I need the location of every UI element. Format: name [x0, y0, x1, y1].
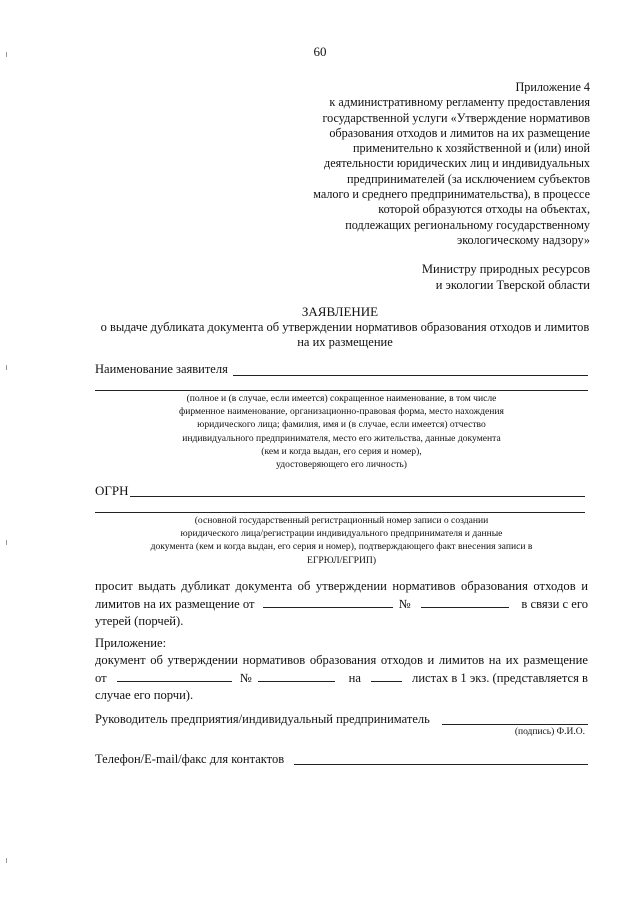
annex-line: подлежащих региональному государственному — [345, 217, 590, 232]
annex-line: предпринимателей (за исключением субъектов — [347, 171, 590, 186]
annex-line: к административному регламенту предоставления — [329, 95, 590, 110]
ogrn-field[interactable] — [130, 496, 585, 497]
request-from-label: лимитов на их размещение от — [95, 597, 255, 611]
ogrn-field-line2[interactable] — [95, 512, 585, 513]
note-line: (кем и когда выдан, его серия и номер), — [261, 445, 422, 457]
signature-caption: (подпись) Ф.И.О. — [514, 727, 585, 737]
signature-field[interactable] — [442, 724, 588, 725]
note-line: (основной государственный регистрационный номер записи о создании — [194, 515, 489, 526]
request-paragraph — [95, 578, 588, 630]
note-line: индивидуального предпринимателя, место его жительства, данные документа — [182, 432, 501, 444]
addressee-line: Министру природных ресурсов — [421, 262, 590, 276]
request-number-label: № — [398, 597, 411, 611]
applicant-name-field[interactable] — [233, 375, 588, 376]
attachment-line-1: документ об утверждении нормативов образования отходов и лимитов на их размещение — [95, 653, 588, 667]
scan-mark — [6, 365, 7, 370]
request-line-3: утерей (порчей). — [95, 614, 184, 628]
attachment-from-label: от — [95, 671, 107, 685]
request-date-field[interactable] — [263, 595, 393, 608]
scan-mark — [6, 52, 7, 57]
note-line: документа (кем и когда выдан, его серия и номер), подтверждающего факт внесения записи в — [150, 541, 533, 553]
applicant-name-field-line2[interactable] — [95, 390, 588, 391]
attachment-line-2 — [95, 669, 588, 687]
addressee-block — [330, 262, 590, 293]
attachment-block — [95, 635, 588, 704]
annex-line: малого и среднего предпринимательства), в процессе — [313, 187, 590, 202]
request-number-field[interactable] — [421, 595, 510, 608]
annex-line: применительно к хозяйственной и (или) иной — [352, 141, 590, 156]
attachment-heading: Приложение: — [95, 636, 167, 650]
scan-mark — [6, 858, 7, 863]
document-subtitle: о выдаче дубликата документа об утверждении нормативов образования отходов и лимитов на их размещение — [100, 320, 590, 349]
annex-block — [260, 80, 590, 248]
document-title: ЗАЯВЛЕНИЕ — [301, 304, 379, 319]
annex-line: Приложение 4 — [515, 80, 590, 94]
addressee-line: и экологии Тверской области — [435, 277, 590, 292]
note-line: юридического лица/регистрации индивидуального предпринимателя и данные — [180, 528, 503, 540]
attachment-sheets-field[interactable] — [371, 669, 402, 682]
attachment-on-label: на — [348, 671, 361, 685]
note-line: (полное и (в случае, если имеется) сокращенное наименование, в том числе — [186, 393, 497, 404]
scan-mark — [6, 540, 7, 545]
applicant-label: Наименование заявителя — [95, 362, 228, 376]
applicant-note — [95, 392, 588, 471]
request-line-1: просит выдать дубликат документа об утверждении нормативов образования отходов и — [95, 579, 588, 593]
note-line: фирменное наименование, организационно-правовая форма, место нахождения — [179, 406, 504, 418]
attachment-number-field[interactable] — [258, 669, 335, 682]
note-line: удостоверяющего его личность) — [276, 459, 407, 471]
request-line-2 — [95, 595, 588, 613]
attachment-line-3: случае его порчи). — [95, 688, 194, 702]
annex-line: образования отходов и лимитов на их размещение — [329, 125, 590, 140]
signature-label: Руководитель предприятия/индивидуальный предприниматель — [95, 712, 430, 726]
contacts-field[interactable] — [294, 764, 588, 765]
attachment-date-field[interactable] — [117, 669, 232, 682]
page-number: 60 — [313, 44, 327, 59]
attachment-number-label: № — [239, 671, 252, 685]
annex-line: экологическому надзору» — [457, 232, 590, 247]
note-line: ЕГРЮЛ/ЕГРИП) — [306, 554, 377, 566]
ogrn-label: ОГРН — [95, 483, 129, 498]
annex-line: которой образуются отходы на объектах, — [378, 202, 590, 217]
ogrn-note — [95, 514, 588, 567]
request-reason-label: в связи с его — [521, 597, 588, 611]
contacts-label: Телефон/E-mail/факс для контактов — [95, 752, 285, 766]
annex-line: государственной услуги «Утверждение нормативов — [322, 110, 590, 125]
annex-line: деятельности юридических лиц и индивидуальных — [324, 156, 590, 171]
attachment-sheets-label: листах в 1 экз. (представляется в — [412, 671, 588, 685]
note-line: юридического лица; фамилия, имя и (в случае, если имеется) отчество — [197, 419, 486, 431]
